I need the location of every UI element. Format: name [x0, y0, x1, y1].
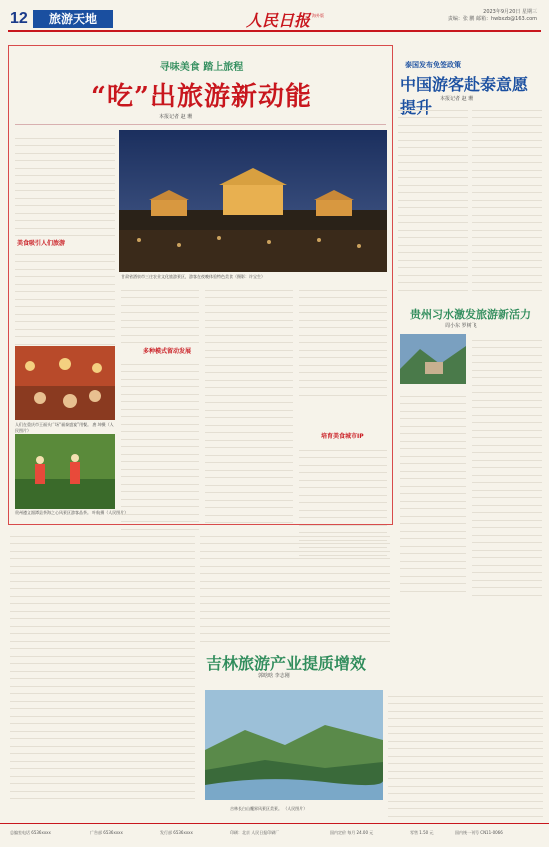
right-headline: 中国游客赴泰意愿提升: [400, 75, 529, 117]
subhead-3: 培育美食城市IP: [321, 433, 364, 440]
guizhou-byline: 周小东 罗树飞: [445, 323, 477, 329]
guizhou-col-b: [472, 334, 542, 597]
right-kicker: 泰国发布免签政策: [405, 61, 461, 69]
logo-sub: 海外版: [312, 13, 324, 18]
subhead-1: 美食吸引人们旅游: [17, 240, 66, 247]
newspaper-logo: 人民日报: [246, 11, 311, 30]
feature-article: [8, 45, 393, 525]
feature-col-2: [121, 284, 199, 344]
jilin-col: [388, 690, 543, 825]
page-number: 12: [10, 10, 28, 27]
left-photo-1: [15, 346, 115, 420]
feature-kicker: 寻味美食 踏上旅程: [159, 62, 244, 73]
jilin-headline: 吉林旅游产业提质增效: [206, 654, 367, 673]
footer-item: 印刷：北京 人民日报印刷厂: [230, 830, 280, 835]
body-text-lower-left: [10, 530, 195, 800]
masthead: [0, 0, 549, 44]
date: 2023年9月20日 星期三: [483, 9, 537, 15]
footer-item: 国内统一刊号 CN11-0066: [455, 830, 503, 835]
left-photo-2-caption: 贵州遵义湄潭县茶海之心风景区游客品茶。 叶航摄（人民图片）: [15, 510, 129, 515]
left-photo-1-caption: 人们在重庆市王福头广场“福泰盛宴”用餐。 唐 坤摄（人民图片）: [15, 422, 114, 433]
feature-byline: 本报记者 赵 珊: [159, 114, 193, 120]
left-photo-2: [15, 434, 115, 509]
section-label: 旅游天地: [33, 10, 113, 28]
feature-col-1b: [15, 248, 115, 346]
footer-item: 广告部 6536xxxx: [90, 830, 123, 835]
jilin-photo: [205, 690, 383, 800]
feature-col-2b: [121, 358, 199, 531]
footer-item: 零售 1.50 元: [410, 830, 434, 835]
footer-item: 总编室电话 6536xxxx: [10, 830, 51, 835]
guizhou-photo: [400, 334, 466, 384]
footer: [0, 823, 549, 847]
footer-item: 发行部 6536xxxx: [160, 830, 193, 835]
masthead-rule: [8, 30, 541, 32]
right-col-b: [472, 104, 542, 292]
footer-item: 国内定价 每月 24.00 元: [330, 830, 374, 835]
guizhou-headline: 贵州习水激发旅游新活力: [410, 308, 531, 321]
feature-col-4: [299, 284, 387, 397]
jilin-byline: 郭晗晗 李志刚: [258, 673, 290, 679]
date-info: [448, 9, 537, 23]
divider: [15, 124, 386, 125]
guizhou-col-a: [400, 390, 466, 593]
feature-col-3: [205, 284, 293, 524]
subhead-2: 多种模式留动发展: [143, 348, 192, 355]
right-col-a: [398, 104, 468, 292]
jilin-caption: 吉林长白山魔界风景区美景。 （人民图片）: [230, 806, 308, 811]
body-text-lower-mid: [200, 530, 390, 643]
editor-line: 责编：张 鹏 邮箱：hwbxzb@163.com: [447, 16, 537, 22]
feature-headline: “吃”出旅游新动能: [91, 82, 312, 112]
feature-col-1: [15, 132, 115, 237]
main-photo: [119, 130, 387, 272]
right-byline: 本报记者 赵 珊: [440, 96, 474, 102]
main-photo-caption: 甘肃省酒泉市三庄农业文化旅游景区，游客在夜晚体验特色美食（摄影：许宝生）: [121, 274, 265, 279]
